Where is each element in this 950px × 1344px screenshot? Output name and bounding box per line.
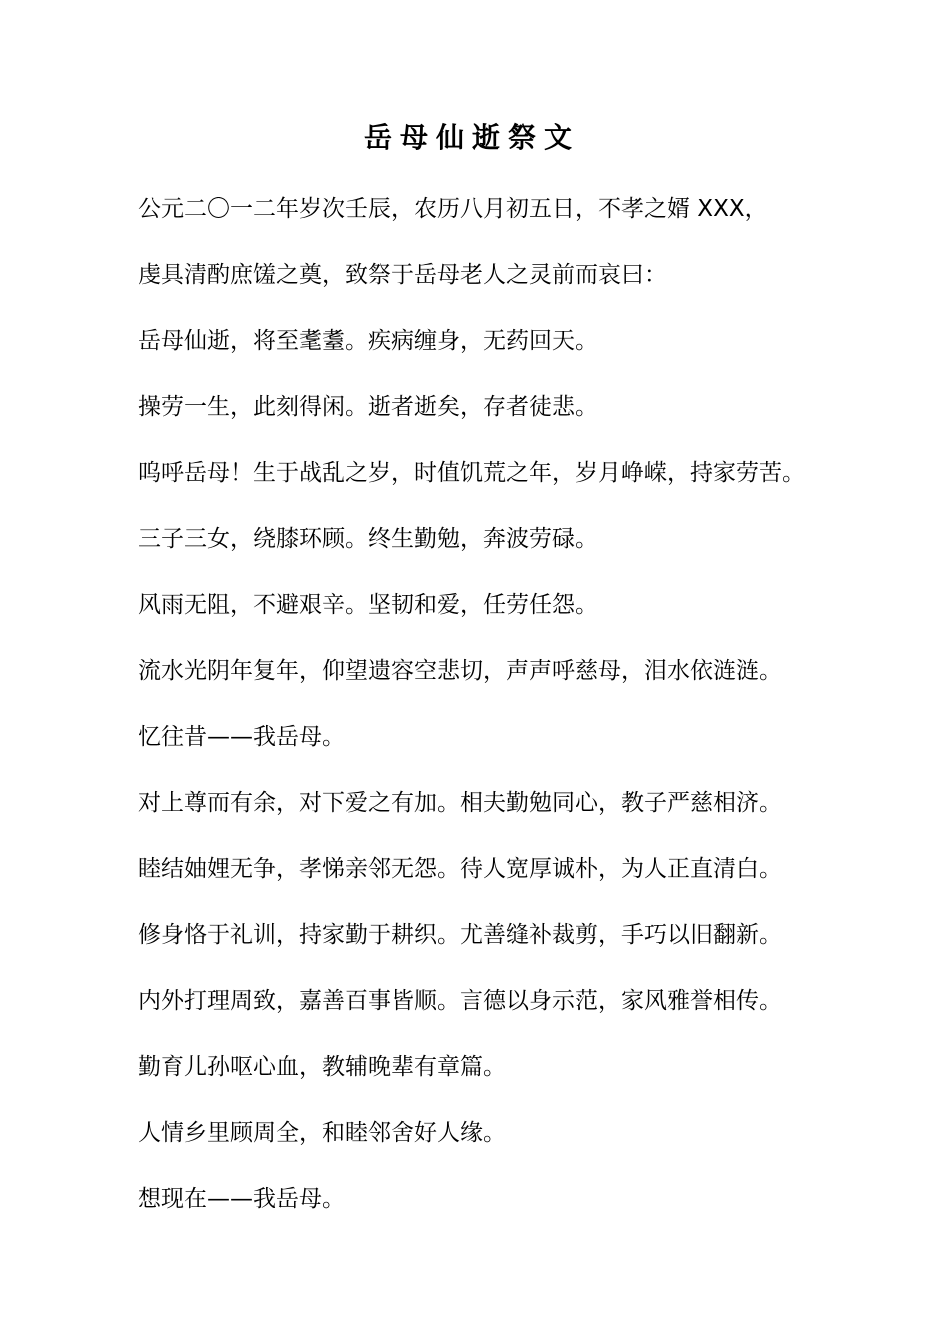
text-line: 岳母仙逝，将至耄耋。疾病缠身，无药回天。 bbox=[138, 328, 598, 354]
text-line: 对上尊而有余，对下爱之有加。相夫勤勉同心，教子严慈相济。 bbox=[138, 790, 782, 816]
text-line: 勤育儿孙呕心血，教辅晚辈有章篇。 bbox=[138, 1054, 506, 1080]
text-line: 想现在——我岳母。 bbox=[138, 1186, 345, 1212]
text-line: 人情乡里顾周全，和睦邻舍好人缘。 bbox=[138, 1120, 506, 1146]
text-line: 睦结妯娌无争，孝悌亲邻无怨。待人宽厚诚朴，为人正直清白。 bbox=[138, 856, 782, 882]
text-line: 内外打理周致，嘉善百事皆顺。言德以身示范，家风雅誉相传。 bbox=[138, 988, 782, 1014]
text-line: 操劳一生，此刻得闲。逝者逝矣，存者徒悲。 bbox=[138, 394, 598, 420]
text-line: 虔具清酌庶馐之奠，致祭于岳母老人之灵前而哀曰： bbox=[138, 262, 667, 288]
text-line: 公元二〇一二年岁次壬辰，农历八月初五日，不孝之婿 XXX， bbox=[138, 196, 768, 222]
text-line: 修身恪于礼训，持家勤于耕织。尤善缝补裁剪，手巧以旧翻新。 bbox=[138, 922, 782, 948]
text-line: 忆往昔——我岳母。 bbox=[138, 724, 345, 750]
text-line: 流水光阴年复年，仰望遗容空悲切，声声呼慈母，泪水依涟涟。 bbox=[138, 658, 782, 684]
document-body bbox=[138, 189, 928, 1245]
document-title: 岳母仙逝祭文 bbox=[363, 121, 580, 154]
text-line: 风雨无阻，不避艰辛。坚韧和爱，任劳任怨。 bbox=[138, 592, 598, 618]
text-line: 呜呼岳母！生于战乱之岁，时值饥荒之年，岁月峥嵘，持家劳苦。 bbox=[138, 460, 805, 486]
text-line: 三子三女，绕膝环顾。终生勤勉，奔波劳碌。 bbox=[138, 526, 598, 552]
